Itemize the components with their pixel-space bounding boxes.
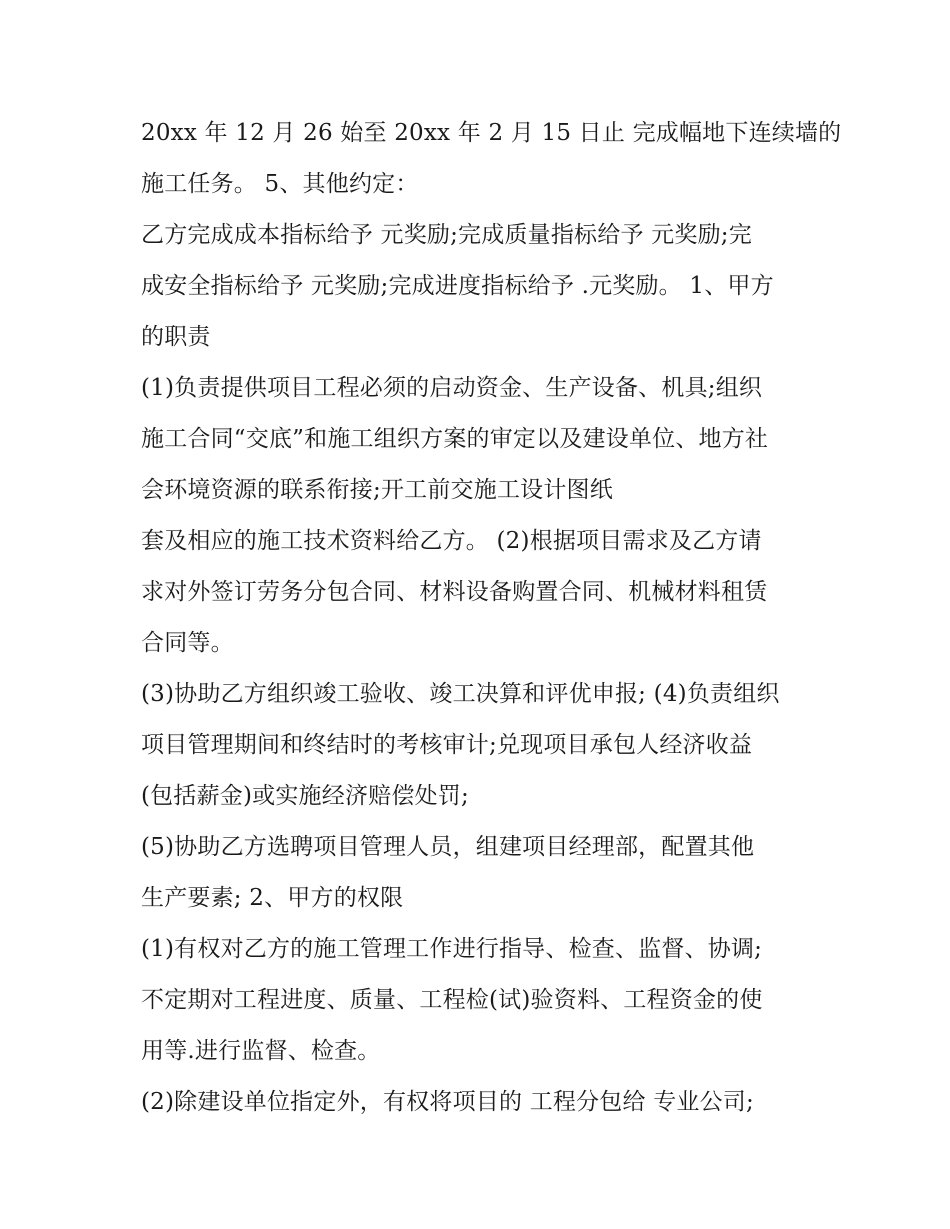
text-line: 会环境资源的联系衔接;开工前交施工设计图纸: [141, 477, 613, 503]
text-line: (1)负责提供项目工程必须的启动资金、生产设备、机具;组织: [141, 375, 763, 401]
text-line: 施工合同“交底”和施工组织方案的审定以及建设单位、地方社: [141, 426, 769, 452]
text-line: 用等.进行监督、检查。: [141, 1038, 381, 1064]
text-line: 生产要素; 2、甲方的权限: [141, 885, 404, 911]
text-line: 施工任务。 5、其他约定：: [141, 171, 419, 197]
text-line: 的职责: [141, 324, 211, 350]
text-line: 套及相应的施工技术资料给乙方。 (2)根据项目需求及乙方请: [141, 528, 762, 554]
text-line: 20xx 年 12 月 26 始至 20xx 年 2 月 15 日止 完成幅地下连续墙的: [141, 120, 842, 146]
text-line: 成安全指标给予 元奖励;完成进度指标给予 .元奖励。 1、甲方: [141, 273, 774, 299]
text-line: (1)有权对乙方的施工管理工作进行指导、检查、监督、协调;: [141, 936, 763, 962]
text-line: 合同等。: [141, 630, 234, 656]
text-line: 项目管理期间和终结时的考核审计;兑现项目承包人经济收益: [141, 732, 753, 758]
text-line: (2)除建设单位指定外，有权将项目的 工程分包给 专业公司;: [141, 1089, 754, 1115]
text-line: 求对外签订劳务分包合同、材料设备购置合同、机械材料租赁: [141, 579, 768, 605]
text-line: (3)协助乙方组织竣工验收、竣工决算和评优申报; (4)负责组织: [141, 681, 780, 707]
text-line: 乙方完成成本指标给予 元奖励;完成质量指标给予 元奖励;完: [141, 222, 752, 248]
text-line: 不定期对工程进度、质量、工程检(试)验资料、工程资金的使: [141, 987, 763, 1013]
document-body: [141, 108, 842, 1128]
text-line: (包括薪金)或实施经济赔偿处罚;: [141, 783, 469, 809]
text-line: (5)协助乙方选聘项目管理人员，组建项目经理部，配置其他: [141, 834, 755, 860]
